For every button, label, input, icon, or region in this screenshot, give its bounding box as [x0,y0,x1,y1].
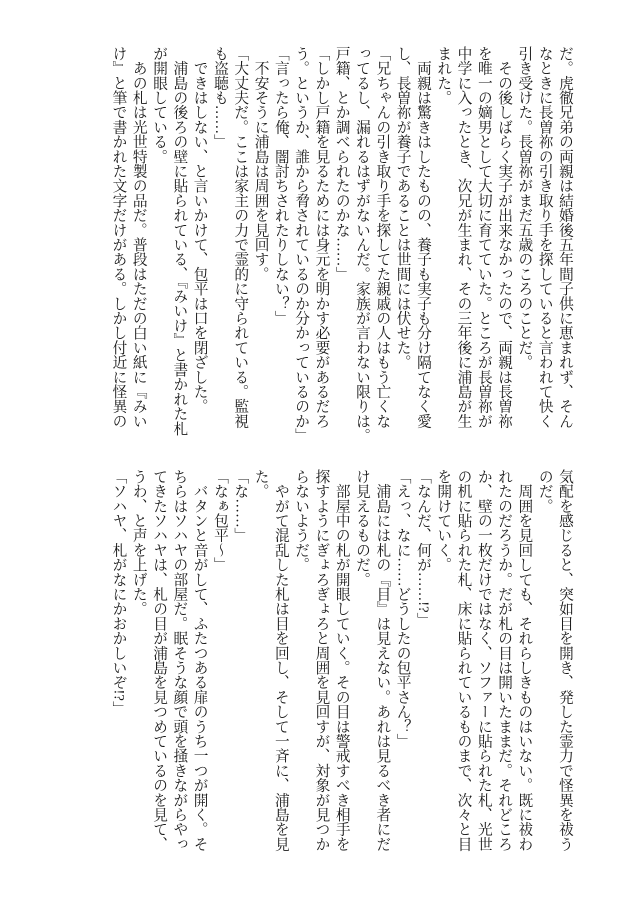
text-column: 部屋中の札が開眼していく。その目は警戒すべき相手を [333,469,350,852]
text-column: ちらはソハヤの部屋だ。眠そうな顔で頭を掻きながらやっ [171,469,188,852]
text-column: バタンと音がして、ふたつある扉のうち一つが開く。そ [191,469,208,852]
text-column: なときに長曽祢の引き取り手を探していると言われて快く [536,46,553,429]
text-column: 「しかし戸籍を見るためには身元を明かす必要があるだろ [313,46,330,429]
text-column: 周囲を見回しても、それらしきものはいない。既に祓わ [516,469,533,852]
text-column: だ。虎徹兄弟の両親は結婚後五年間子供に恵まれず、そん [557,46,573,429]
text-column: ってるし、漏れるはずがないんだ。家族が言わない限りは。 [354,46,371,443]
text-column: 戸籍、とか調べられたのかな……」 [333,46,350,282]
upper-text-block [107,46,575,443]
text-column: 「ソハヤ、札がなにかおかしいぞ!?」 [110,469,127,716]
text-column: 引き受けた。長曽祢がまだ五歳のころのことだ。 [516,46,533,370]
text-column: し、長曽祢が養子であることは世間には伏せた。 [394,46,411,370]
text-column: やがて混乱した札は目を回し、そして一斉に、浦島を見 [272,469,289,852]
text-column: てきたソハヤは、札の目が浦島を見つめているのを見て、 [151,469,168,852]
text-column: 「言ったら俺、闇討ちされたりしない？」 [272,46,289,326]
text-column: らないようだ。 [293,469,310,572]
text-column: 中学に入ったとき、次兄が生まれ、その三年後に浦島が生 [455,46,472,429]
text-column: 「兄ちゃんの引き取り手を探してた親戚の人はもう亡くな [374,46,391,429]
text-column: け見えるものだ。 [354,469,371,587]
text-column: の机に貼られた札、床に貼られているものまで、次々と目 [455,469,472,852]
text-column: 「なぁ包平〜」 [211,469,228,572]
text-column: 気配を感じると、突如目を開き、発した霊力で怪異を祓う [557,469,573,852]
text-column: のだ。 [536,469,553,514]
lower-text-block [107,469,575,853]
text-column: うわ、と声を上げた。 [130,469,147,616]
text-column: を唯一の嫡男として大切に育てていた。ところが長曽祢が [475,46,492,429]
text-column: を開けていく。 [435,469,452,572]
text-column: 「えっ、なに……どうしたの包平さん？」 [394,469,411,749]
text-column: う。というか、誰から脅されているのか分かっているのか」 [293,46,310,443]
text-column: 「な……」 [232,469,249,543]
text-column: か、壁の一枚だけではなく、ソファーに貼られた札、光世 [475,469,492,852]
text-column: が開眼している。 [151,46,168,164]
text-column: その後しばらく実子が出来なかったので、両親は長曽祢 [496,46,513,429]
text-column: 「大丈夫だ。ここは家主の力で霊的に守られている。監視 [232,46,249,429]
text-column: も盗聴も……」 [211,46,228,149]
text-column: た。 [252,469,269,499]
text-column: 不安そうに浦島は周囲を見回す。 [252,46,269,282]
text-column: 浦島には札の『目』は見えない。あれは見るべき者にだ [374,469,391,852]
text-column: 浦島の後ろの壁に貼られている、『みいけ』と書かれた札 [171,46,188,436]
text-column: まれた。 [435,46,452,105]
text-column: れたのだろうか。だが札の目は開いたままだ。それどころ [496,469,513,852]
text-column: できはしない、と言いかけて、包平は口を閉ざした。 [191,46,208,414]
text-column: け』と筆で書かれた文字だけがある。しかし付近に怪異の [110,46,127,429]
text-column: あの札は光世特製の品だ。普段はただの白い紙に『みい [130,46,147,429]
text-column: 「なんだ、何が……!?」 [414,469,431,628]
text-column: 探すようにぎょろぎょろと周囲を見回すが、対象が見つか [313,469,330,852]
text-column: 両親は驚きはしたものの、養子も実子も分け隔てなく愛 [414,46,431,429]
